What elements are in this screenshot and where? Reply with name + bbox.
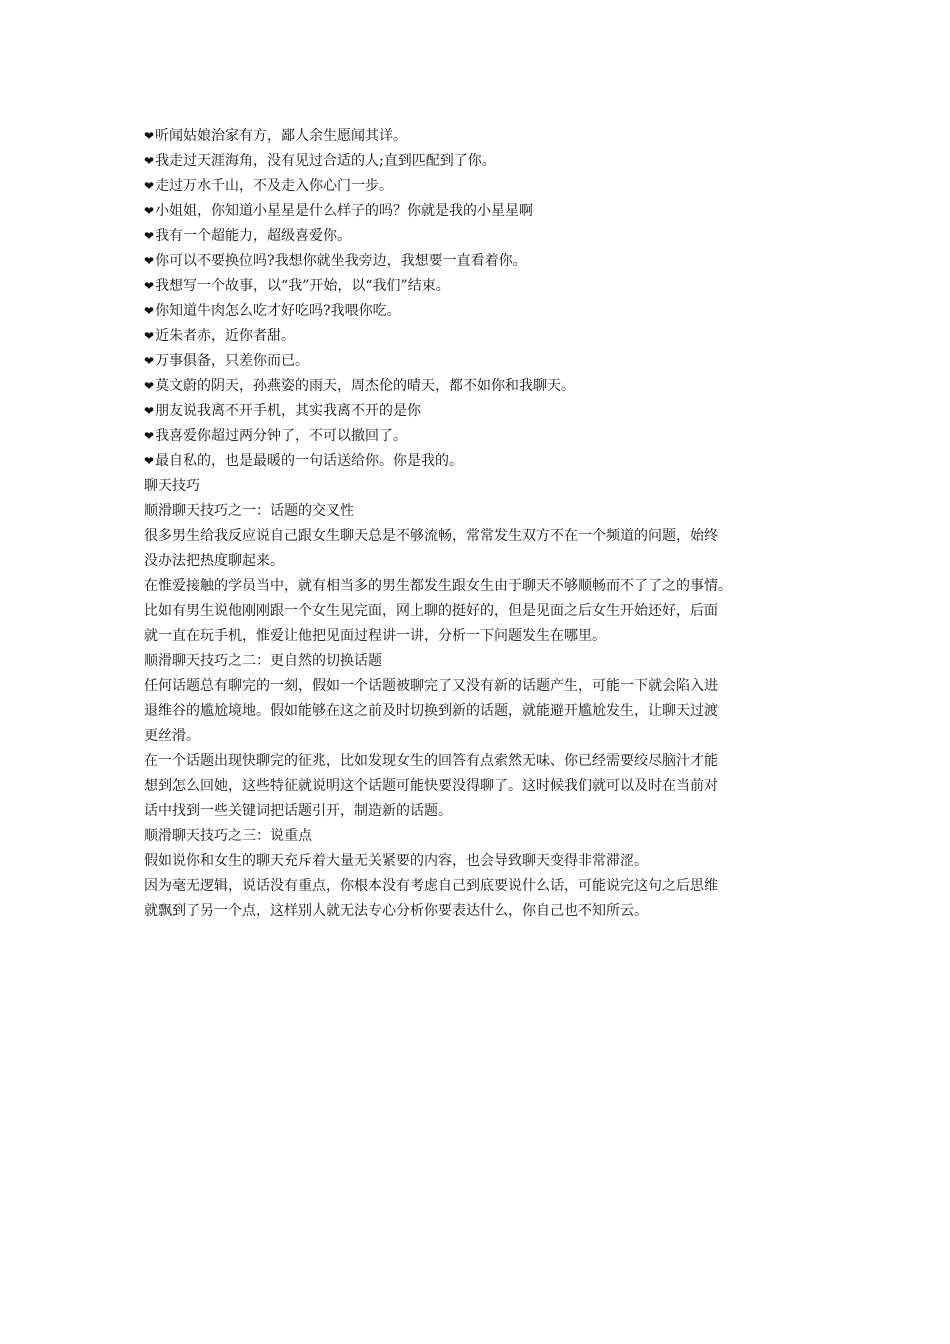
paragraph-line: 想到怎么回她，这些特征就说明这个话题可能快要没得聊了。这时候我们就可以及时在当前对 (144, 778, 718, 794)
list-item-text: 最自私的，也是最暖的一句话送给你。你是我的。 (155, 453, 464, 469)
paragraph-line: 因为毫无逻辑，说话没有重点，你根本没有考虑自己到底要说什么话，可能说完这句之后思维 (144, 878, 718, 894)
list-item-text: 我有一个超能力，超级喜爱你。 (155, 228, 352, 244)
paragraph-line: 就飘到了另一个点，这样别人就无法专心分析你要表达什么，你自己也不知所云。 (144, 903, 648, 919)
heart-icon: ❤ (144, 404, 155, 418)
paragraph-line: 更丝滑。 (144, 728, 200, 744)
list-item-text: 莫文蔚的阴天，孙燕姿的雨天，周杰伦的晴天，都不如你和我聊天。 (155, 378, 576, 394)
paragraph (144, 524, 804, 574)
list-item (144, 349, 804, 374)
tip-section (144, 824, 804, 924)
heart-icon: ❤ (144, 254, 155, 268)
paragraph-line: 在惟爱接触的学员当中，就有相当多的男生都发生跟女生由于聊天不够顺畅而不了了之的事情。 (144, 578, 732, 594)
paragraph-line: 假如说你和女生的聊天充斥着大量无关紧要的内容，也会导致聊天变得非常滞涩。 (144, 853, 648, 869)
heart-icon: ❤ (144, 454, 155, 468)
tip-title: 顺滑聊天技巧之一：话题的交叉性 (144, 503, 354, 519)
list-item (144, 424, 804, 449)
tip-title: 顺滑聊天技巧之二：更自然的切换话题 (144, 653, 382, 669)
list-item (144, 249, 804, 274)
heart-icon: ❤ (144, 179, 155, 193)
paragraph-line: 任何话题总有聊完的一刻，假如一个话题被聊完了又没有新的话题产生，可能一下就会陷入进 (144, 678, 718, 694)
list-item (144, 224, 804, 249)
paragraph-line: 就一直在玩手机，惟爱让他把见面过程讲一讲，分析一下问题发生在哪里。 (144, 628, 606, 644)
paragraph-line: 退维谷的尴尬境地。假如能够在这之前及时切换到新的话题，就能避开尴尬发生，让聊天过渡 (144, 703, 718, 719)
document-body (144, 124, 804, 924)
heart-icon: ❤ (144, 429, 155, 443)
list-item-text: 我走过天涯海角，没有见过合适的人;直到匹配到了你。 (155, 153, 496, 169)
heart-icon: ❤ (144, 379, 155, 393)
list-item (144, 149, 804, 174)
list-item-text: 听闻姑娘治家有方，鄙人余生愿闻其详。 (155, 128, 408, 144)
heart-icon: ❤ (144, 329, 155, 343)
list-item (144, 399, 804, 424)
tip-section (144, 499, 804, 649)
paragraph (144, 674, 804, 749)
list-item-text: 你可以不要换位吗?我想你就坐我旁边，我想要一直看着你。 (155, 253, 527, 269)
paragraph (144, 574, 804, 649)
heart-icon: ❤ (144, 229, 155, 243)
list-item (144, 449, 804, 474)
paragraph-line: 没办法把热度聊起来。 (144, 553, 284, 569)
list-item-text: 小姐姐，你知道小星星是什么样子的吗？你就是我的小星星啊 (155, 203, 534, 219)
list-item-text: 我喜爱你超过两分钟了，不可以撤回了。 (155, 428, 408, 444)
paragraph-line: 在一个话题出现快聊完的征兆，比如发现女生的回答有点索然无味、你已经需要绞尽脑汁才能 (144, 753, 718, 769)
paragraph-line: 很多男生给我反应说自己跟女生聊天总是不够流畅，常常发生双方不在一个频道的问题，始终 (144, 528, 718, 544)
list-item (144, 124, 804, 149)
list-item (144, 174, 804, 199)
tip-section (144, 649, 804, 824)
paragraph-line: 话中找到一些关键词把话题引开，制造新的话题。 (144, 803, 452, 819)
paragraph (144, 849, 804, 874)
list-item-text: 近朱者赤，近你者甜。 (155, 328, 296, 344)
heart-icon: ❤ (144, 354, 155, 368)
list-item-text: 你知道牛肉怎么吃才好吃吗?我喂你吃。 (155, 303, 401, 319)
heart-icon: ❤ (144, 154, 155, 168)
heart-icon: ❤ (144, 279, 155, 293)
heart-icon: ❤ (144, 129, 155, 143)
section-title: 聊天技巧 (144, 478, 200, 494)
list-item (144, 324, 804, 349)
tip-title: 顺滑聊天技巧之三：说重点 (144, 828, 312, 844)
list-item-text: 朋友说我离不开手机，其实我离不开的是你 (155, 403, 422, 419)
heart-icon: ❤ (144, 304, 155, 318)
list-item (144, 299, 804, 324)
paragraph (144, 749, 804, 824)
paragraph-line: 比如有男生说他刚刚跟一个女生见完面，网上聊的挺好的，但是见面之后女生开始还好，后面 (144, 603, 718, 619)
list-item (144, 274, 804, 299)
paragraph (144, 874, 804, 924)
list-item (144, 199, 804, 224)
list-item-text: 我想写一个故事，以“我”开始，以“我们”结束。 (155, 278, 450, 294)
pickup-lines-list (144, 124, 804, 474)
list-item-text: 走过万水千山，不及走入你心门一步。 (155, 178, 394, 194)
list-item (144, 374, 804, 399)
heart-icon: ❤ (144, 204, 155, 218)
list-item-text: 万事俱备，只差你而已。 (155, 353, 310, 369)
